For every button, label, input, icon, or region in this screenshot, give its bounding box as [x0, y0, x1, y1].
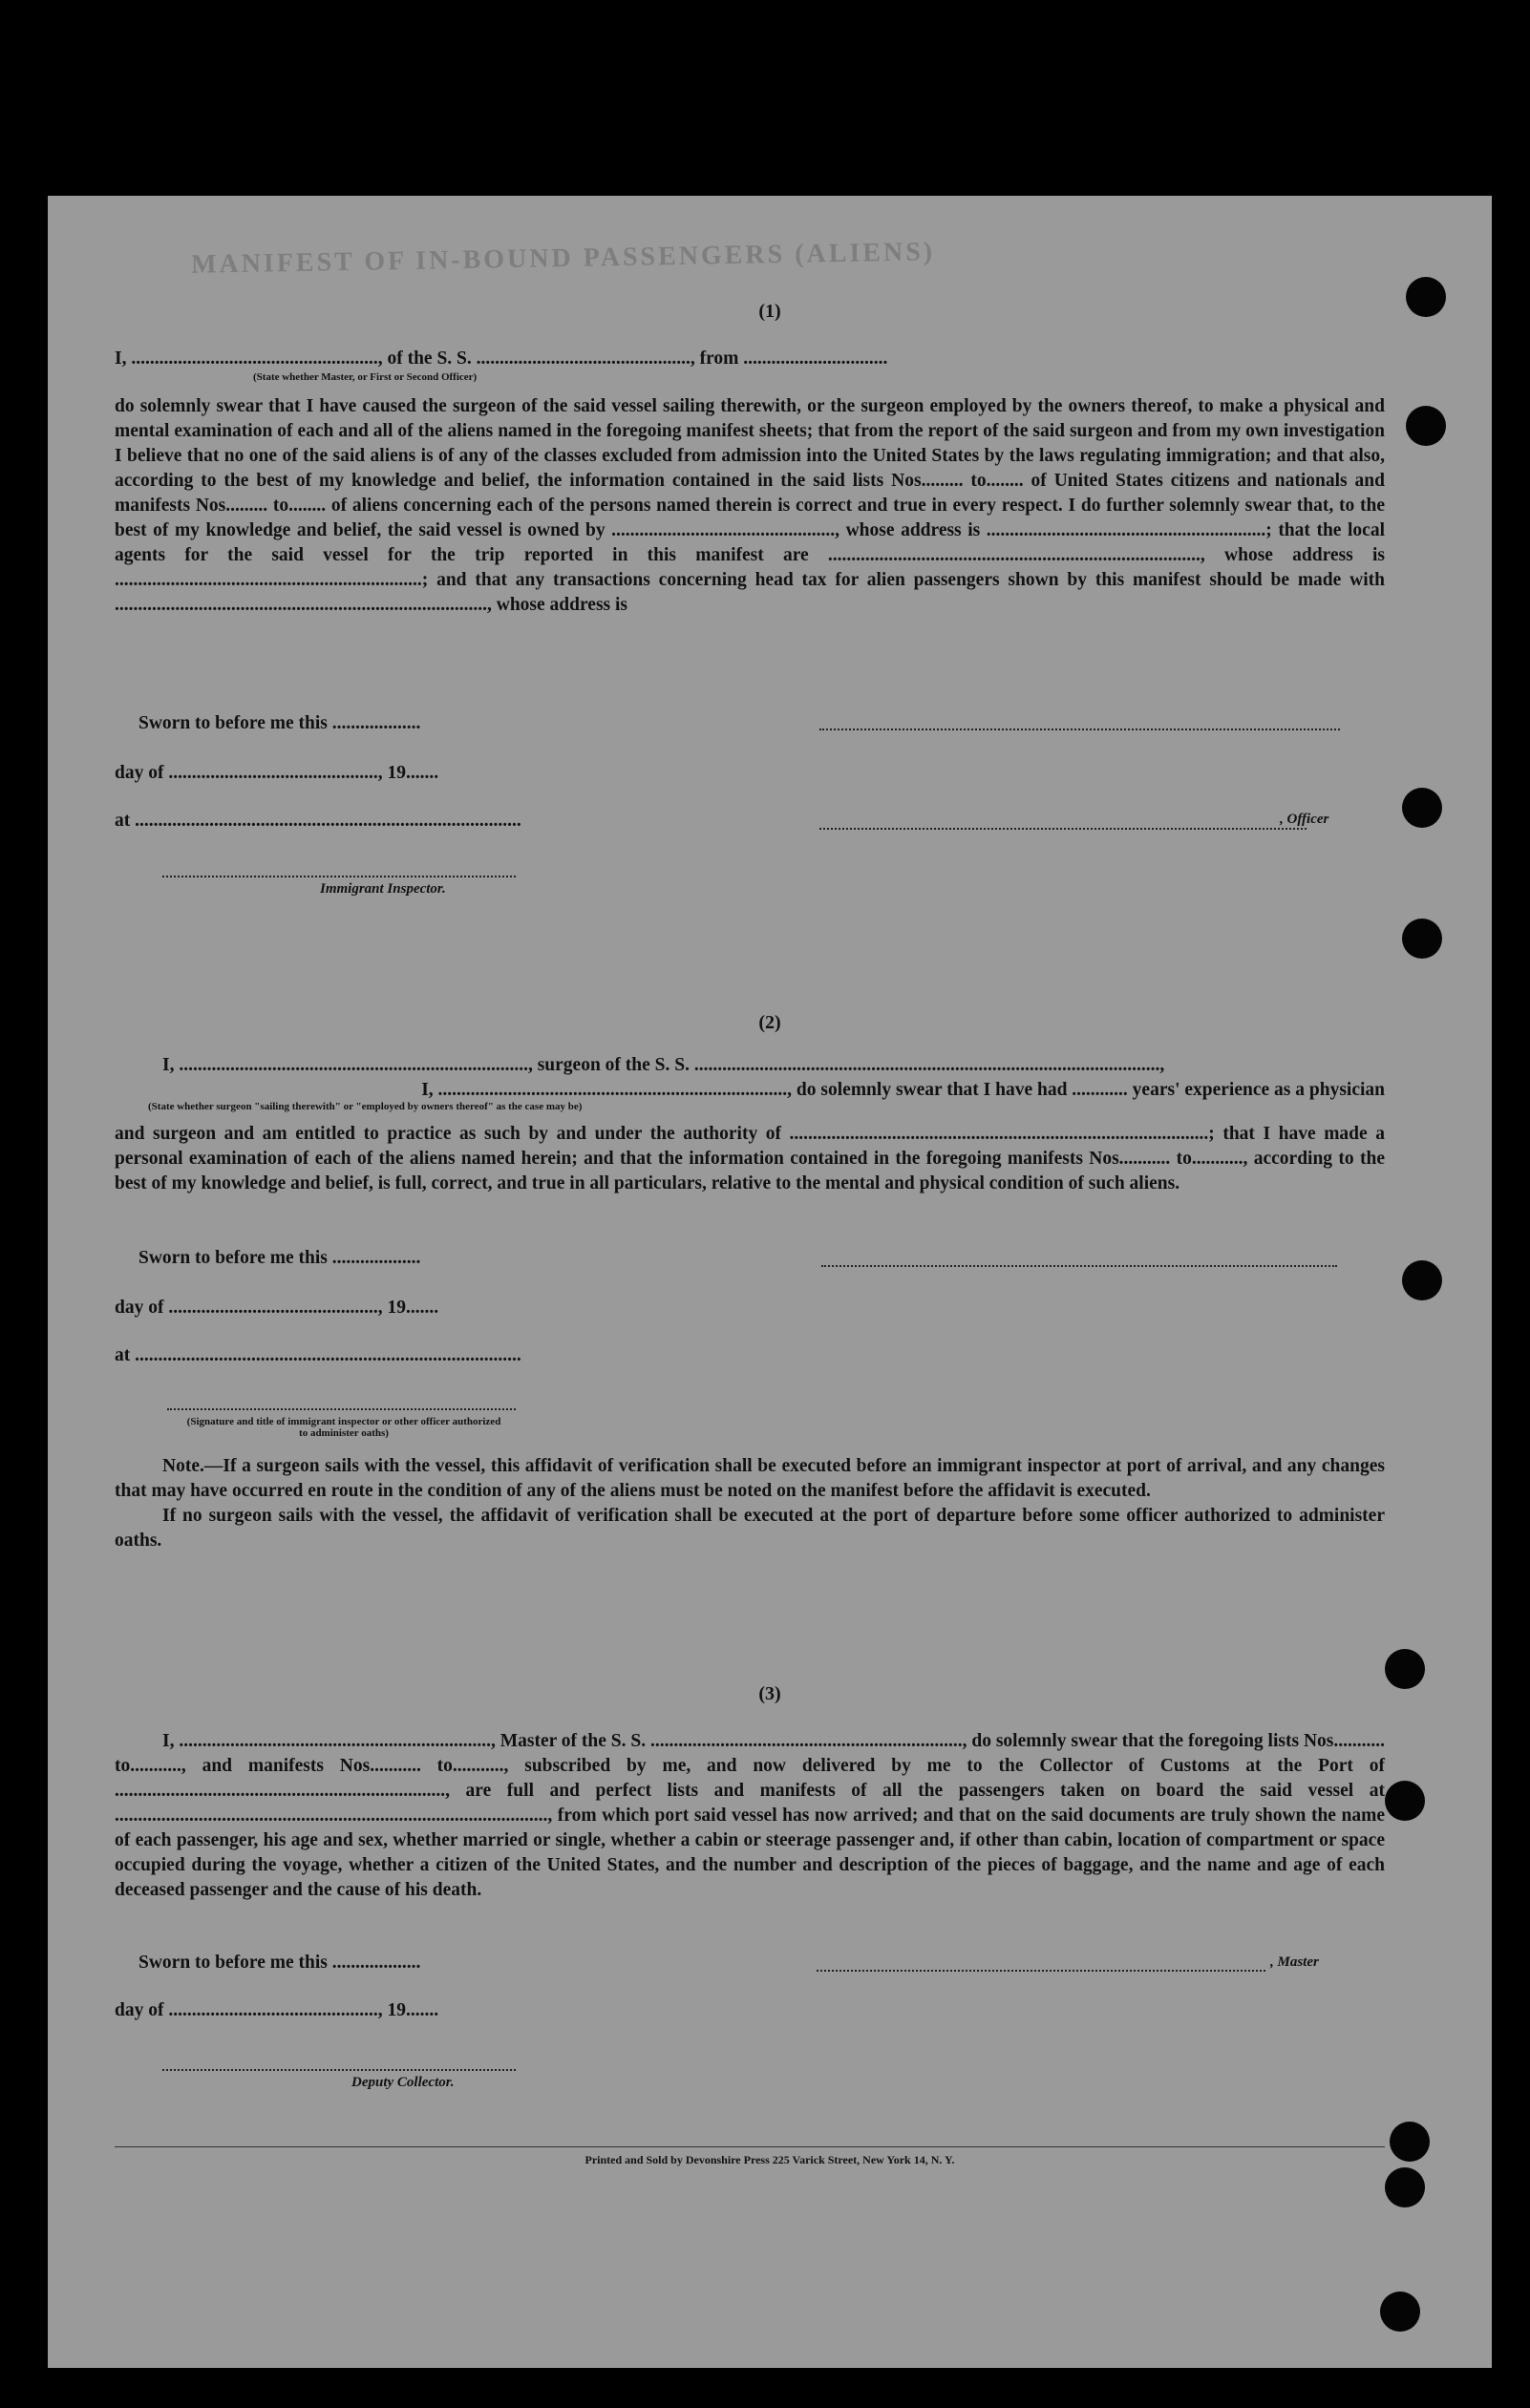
section-1-number: (1) — [758, 301, 781, 322]
section-1-oath — [115, 394, 1385, 618]
section-2-first-line-caption: (State whether surgeon "sailing therewith" or "employed by owners thereof" as the case may be) — [148, 1101, 583, 1112]
section-1-day: day of ............................................., 19....... — [115, 763, 439, 783]
officer-signature-line-top — [819, 729, 1340, 730]
punch-hole-icon — [1406, 406, 1446, 446]
section-3-sworn: Sworn to before me this ................... — [138, 1953, 421, 1973]
section-2-oath-text: and surgeon and am entitled to practice as such by and under the authority of ..........................................................................................; that I have made a personal examination of each of the aliens named herein; and that the information contained in the foregoing manifests Nos........... to..........., according to the best of my knowledge and belief, is full, correct, and true in all particulars, relative to the mental and physical condition of such aliens. — [115, 1124, 1385, 1193]
inspector-signature-line — [162, 876, 516, 877]
section-3-number: (3) — [758, 1683, 781, 1704]
section-2-second-line: I, ..........................................................................., do solemnly swear that I have had ............ years' experience as a physician — [421, 1080, 1385, 1100]
master-signature-line — [817, 1970, 1265, 1972]
collector-caption: Deputy Collector. — [351, 2075, 455, 2090]
punch-hole-icon — [1380, 2292, 1420, 2332]
note-1: Note.—If a surgeon sails with the vessel, this affidavit of verification shall be executed before an immigrant inspector at port of arrival, and any changes that may have occurred en route in the condition of any of the aliens must be noted on the manifest before the affidavit is executed. — [115, 1456, 1385, 1501]
signature-caption: (Signature and title of immigrant inspector or other officer authorized to administer oaths) — [186, 1416, 501, 1439]
collector-signature-line — [162, 2069, 516, 2071]
section-1-oath-text: do solemnly swear that I have caused the surgeon of the said vessel sailing therewith, or the surgeon employed by the owners thereof, to make a physical and mental examination of each and all of the aliens named in the foregoing manifest sheets; that from the report of the said surgeon and from my own investigation I believe that no one of the said aliens is of any of the classes excluded from admission into the United States by the laws regulating immigration; and that also, according to the best of my knowledge and belief, the information contained in the said lists Nos......... to........ of United States citizens and nationals and manifests Nos......... to........ of aliens concerning each of the persons named therein is correct and true in every respect. I do further solemnly swear that, to the best of my knowledge and belief, the said vessel is owned by ................................................, whose address is ............................................................; that the local agents for the said vessel for the trip reported in this manifest are ................................................................................, whose address is ..................................................................; and that any transactions concerning head tax for alien passengers shown by this manifest should be made with ................................................................................, whose address is — [115, 396, 1385, 615]
section-3-oath-text: I, ..................................................................., Master of the S. S. ..................................................................., do solemnly swear that the foregoing lists Nos........... to..........., and manifests Nos........... to..........., subscribed by me, and now delivered by me to the Collector of Customs at the Port of ......................................................................., are full and perfect lists and manifests of all the passengers taken on board the said vessel at ............................................................................................., from which port said vessel has now arrived; and that on the said documents are truly shown the name of each passenger, his age and sex, whether married or single, whether a cabin or steerage passenger and, if other than cabin, location of compartment or space occupied during the voyage, whether a citizen of the United States, and the number and description of the pieces of baggage, and the name and age of each deceased passenger and the cause of his death. — [115, 1731, 1385, 1900]
punch-hole-icon — [1402, 788, 1442, 828]
footer-rule — [115, 2146, 1385, 2147]
officer-signature-line — [819, 828, 1307, 830]
section-2-at: at ................................................................................... — [115, 1345, 521, 1365]
faint-header-bleedthrough: MANIFEST OF IN-BOUND PASSENGERS (ALIENS) — [190, 237, 936, 280]
punch-hole-icon — [1385, 2167, 1425, 2207]
section-2-day: day of ............................................., 19....... — [115, 1298, 439, 1318]
section-3-day: day of ............................................., 19....... — [115, 2000, 439, 2020]
master-caption: , Master — [1270, 1954, 1319, 1970]
section-3-oath — [115, 1729, 1385, 1903]
form-page — [48, 196, 1492, 2368]
note-2: If no surgeon sails with the vessel, the affidavit of verification shall be executed at the port of departure before some officer authorized to administer oaths. — [115, 1506, 1385, 1551]
section-2-first-line: I, ..........................................................................., surgeon of the S. S. ...................................................................................................., — [162, 1055, 1165, 1075]
printer-footer: Printed and Sold by Devonshire Press 225 Varick Street, New York 14, N. Y. — [584, 2153, 955, 2166]
punch-hole-icon — [1385, 1781, 1425, 1821]
punch-hole-icon — [1402, 919, 1442, 959]
inspector-2-signature-line — [167, 1408, 516, 1410]
section-1-first-line: I, ....................................................., of the S. S. .............................................., from ............................... — [115, 349, 888, 369]
inspector-caption: Immigrant Inspector. — [320, 881, 446, 897]
officer-caption: , Officer — [1280, 812, 1329, 827]
section-1-at: at ................................................................................... — [115, 811, 521, 831]
section-2-oath — [115, 1122, 1385, 1196]
surgeon-signature-line — [821, 1265, 1337, 1267]
section-1-first-line-caption: (State whether Master, or First or Second Officer) — [253, 371, 478, 383]
punch-hole-icon — [1402, 1260, 1442, 1300]
section-2-sworn: Sworn to before me this ................... — [138, 1248, 421, 1268]
note-block — [115, 1454, 1385, 1553]
section-1-sworn: Sworn to before me this ................... — [138, 713, 421, 733]
section-2-number: (2) — [758, 1012, 781, 1033]
